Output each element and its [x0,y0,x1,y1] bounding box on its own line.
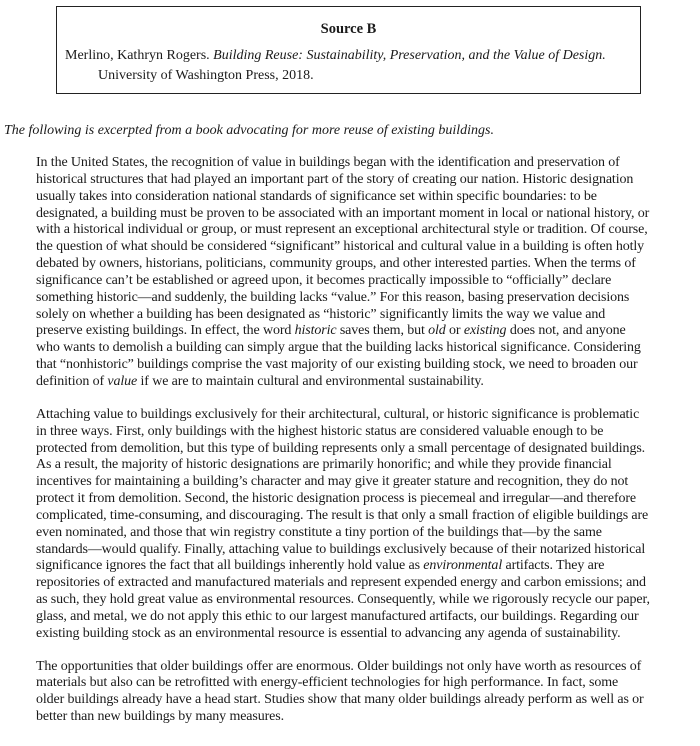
text-segment: something historic—and suddenly, the building lacks “value.” For this reason, basing preservation decisions [36,289,630,305]
excerpt-body [36,155,688,742]
text-segment: Attaching value to buildings exclusively for their architectural, cultural, or historic significance is problematic [36,406,640,422]
text-segment: protect it from demolition. Second, the historic designation process is piecemeal and irregular—and therefore [36,491,637,507]
text-line [36,256,688,273]
text-line [36,659,688,676]
text-line [36,340,688,357]
text-line [36,474,688,491]
text-line [36,441,688,458]
text-line [36,155,688,172]
text-segment: even nominated, and those that win registry constitute a tiny portion of the buildings that—by the same [36,524,602,540]
italic-term: existing [463,323,507,339]
paragraph [36,407,688,643]
text-segment: if we are to maintain cultural and environmental sustainability. [137,373,484,389]
text-segment: complicated, time-consuming, and discouraging. The result is that only a small fraction of eligible buildings are [36,507,649,523]
text-line [36,424,688,441]
intro-note: The following is excerpted from a book advocating for more reuse of existing buildings. [4,123,494,138]
text-segment: repositories of extracted and manufactured materials and represent expended energy and carbon emissions; and [36,575,646,591]
text-segment: older buildings already have a head start. Studies show that many older buildings already perform as well as or [36,692,644,708]
text-segment: debated by owners, historians, politicians, community groups, and other interested parties. When the terms of [36,256,636,272]
text-segment: with a historical individual or group, or must represent an exceptional architectural style or tradition. Of course, [36,222,648,238]
text-segment: incentives for maintaining a building’s character and may give it greater stature and recognition, they do not [36,474,629,490]
italic-term: environmental [423,558,503,574]
text-segment: significance can’t be established or agreed upon, it becomes practically impossible to “officially” declare [36,272,612,288]
text-segment: does not, and anyone [506,323,626,339]
text-line [36,592,688,609]
text-segment: existing building stock as an environmental resource is essential to advancing any agenda of sustainability. [36,625,621,641]
text-segment: standards—would qualify. Finally, attaching value to buildings exclusively because of their notarized historical [36,541,646,557]
text-line [36,575,688,592]
citation-author: Merlino, Kathryn Rogers. [65,48,214,63]
text-line [36,273,688,290]
text-segment: better than new buildings by many measures. [36,709,284,725]
text-line [36,189,688,206]
paragraph [36,155,688,391]
text-segment: that “nonhistoric” buildings comprise the vast majority of our existing building stock, we need to broaden our [36,357,638,373]
citation-publisher: University of Washington Press, 2018. [98,68,314,83]
text-line [36,206,688,223]
paragraph [36,659,688,726]
text-line [36,290,688,307]
citation-book-title: Building Reuse: Sustainability, Preservation, and the Value of Design. [213,48,606,63]
text-line [36,525,688,542]
text-line [36,307,688,324]
text-line [36,542,688,559]
text-segment: significance ignores the fact that all buildings inherently hold value as [36,558,424,574]
text-segment: saves them, but [336,323,429,339]
italic-term: historic [294,323,337,339]
text-line [36,675,688,692]
text-line [36,374,688,391]
source-box [56,6,641,94]
text-segment: designated, a building must be proven to be associated with an important moment in local or national history, or [36,205,650,221]
text-segment: protected from demolition, but this type of building represents only a small percentage of designated buildings. [36,440,646,456]
text-segment: the question of what should be considered “significant” historical and cultural value in a building is often hotly [36,239,645,255]
text-segment: in three ways. First, only buildings with the highest historic status are considered valuable enough to be [36,423,604,439]
source-title: Source B [320,21,377,37]
text-line [36,709,688,726]
text-line [36,457,688,474]
text-segment: glass, and metal, we do not apply this ethic to our largest manufactured artifacts, our buildings. Regarding our [36,608,639,624]
text-segment: In the United States, the recognition of value in buildings began with the identification and preservation of [36,155,620,170]
text-segment: solely on whether a building has been designated as “historic” significantly limits the way we value and [36,306,606,322]
text-segment: preserve existing buildings. In effect, the word [36,323,295,339]
italic-term: value [107,373,138,389]
text-segment: definition of [36,373,108,389]
text-line [36,172,688,189]
text-segment: artifacts. They are [502,558,605,574]
text-line [36,609,688,626]
text-line [36,508,688,525]
text-segment: The opportunities that older buildings offer are enormous. Older buildings not only have worth as resources of [36,658,642,674]
text-line [36,558,688,575]
text-line [36,323,688,340]
italic-term: old [428,323,446,339]
text-segment: or [445,323,464,339]
text-segment: historical structures that had played an important part of the story of creating our nation. Historic designation [36,171,634,187]
text-line [36,357,688,374]
text-line [36,239,688,256]
text-segment: materials but also can be retrofitted with energy-efficient technologies for high performance. In fact, some [36,675,619,691]
text-line [36,222,688,239]
text-segment: who wants to demolish a building can simply argue that the building lacks historical significance. Considering [36,340,641,356]
text-line [36,626,688,643]
text-line [36,491,688,508]
text-line [36,692,688,709]
text-segment: As a result, the majority of historic designations are primarily honorific; and while they provide financial [36,457,612,473]
citation [65,46,625,86]
text-line [36,407,688,424]
text-segment: as such, they hold great value as environmental resources. Consequently, while we rigorously recycle our paper, [36,592,650,608]
text-segment: usually takes into consideration national standards of significance set within specific boundaries: to be [36,188,597,204]
